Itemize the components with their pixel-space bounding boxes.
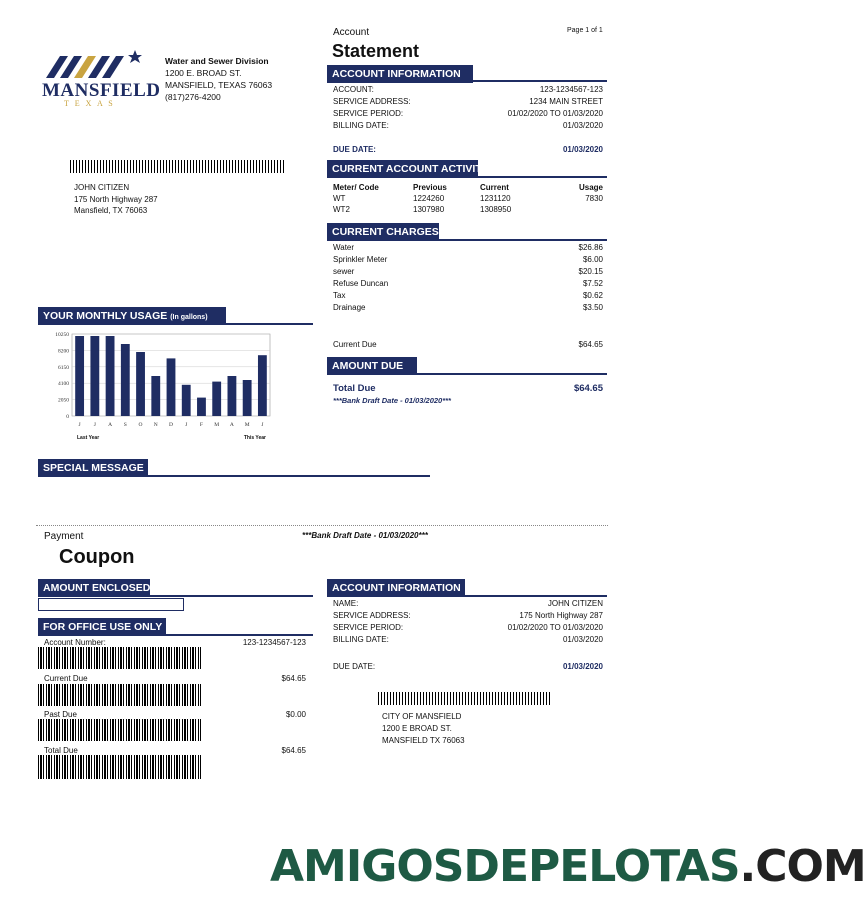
x-tick-label: M: [214, 422, 220, 428]
cell-usage: 7830: [585, 194, 603, 203]
statement-label: Account: [333, 27, 370, 38]
charge-label: Water: [333, 243, 355, 252]
x-tick-label: J: [261, 422, 264, 428]
charge-value: $20.15: [578, 267, 603, 276]
coupon-current-due-label: Current Due: [44, 674, 88, 683]
usage-bar: [228, 376, 237, 416]
usage-rule: [38, 323, 313, 325]
account-info-rows: [333, 84, 603, 132]
x-tick-label: J: [93, 422, 96, 428]
customer-addr1: 175 North Highway 287: [74, 194, 158, 204]
usage-bar: [182, 385, 191, 416]
amount-enclosed-header: AMOUNT ENCLOSED: [38, 579, 150, 597]
current-due-label: Current Due: [333, 340, 377, 349]
amount-due-header: AMOUNT DUE: [327, 357, 417, 375]
usage-bar: [167, 358, 176, 416]
usage-chart-svg: [42, 330, 277, 448]
row-label: SERVICE PERIOD:: [333, 623, 404, 632]
city-logo: [42, 48, 161, 108]
due-date-value: 01/03/2020: [562, 145, 603, 154]
charge-label: Sprinkler Meter: [333, 255, 388, 264]
y-tick-label: 4100: [58, 381, 69, 388]
last-year-label: Last Year: [77, 435, 100, 441]
charges-list: [333, 242, 603, 314]
coupon-title: Coupon: [59, 546, 135, 568]
usage-bar: [106, 336, 115, 416]
charge-item: [333, 254, 603, 266]
coupon-draft-note: ***Bank Draft Date - 01/03/2020***: [302, 531, 428, 540]
charge-label: Refuse Duncan: [333, 279, 389, 288]
coupon-past-due-value: $0.00: [285, 710, 306, 719]
coupon-account-rows: [333, 598, 603, 646]
account-row: [333, 634, 603, 646]
row-label: ACCOUNT:: [333, 85, 374, 94]
watermark: [270, 843, 866, 891]
total-due-row: [333, 383, 603, 394]
col-previous: Previous: [413, 183, 447, 192]
charge-item: [333, 266, 603, 278]
org-phone: (817)276-4200: [165, 92, 221, 102]
account-info-header: ACCOUNT INFORMATION: [327, 65, 473, 83]
activity-header: CURRENT ACCOUNT ACTIVITY: [327, 160, 478, 178]
account-number-value: 123-1234567-123: [242, 638, 306, 647]
charge-value: $7.52: [582, 279, 603, 288]
remit-addr1: 1200 E BROAD ST.: [382, 724, 452, 733]
row-value: 175 North Highway 287: [519, 611, 603, 620]
x-tick-label: D: [169, 422, 173, 428]
coupon-account-rule: [327, 595, 607, 597]
usage-bar: [75, 336, 84, 416]
charge-item: [333, 278, 603, 290]
row-value: 01/03/2020: [562, 635, 603, 644]
coupon-account-header: ACCOUNT INFORMATION: [327, 579, 465, 597]
usage-bar: [121, 344, 130, 416]
usage-header-title: YOUR MONTHLY USAGE: [43, 310, 168, 322]
x-tick-label: A: [108, 422, 113, 428]
remit-name: CITY OF MANSFIELD: [382, 712, 462, 721]
row-value: 1234 MAIN STREET: [529, 97, 603, 106]
row-label: SERVICE PERIOD:: [333, 109, 404, 118]
row-label: NAME:: [333, 599, 359, 608]
customer-name: JOHN CITIZEN: [74, 183, 130, 192]
row-value: 01/02/2020 TO 01/03/2020: [507, 623, 603, 632]
charges-header: CURRENT CHARGES: [327, 223, 439, 241]
usage-bar: [197, 398, 206, 416]
coupon-current-due-row: [44, 674, 306, 683]
row-label: BILLING DATE:: [333, 635, 389, 644]
usage-bar: [258, 355, 267, 416]
activity-table: [333, 182, 603, 215]
row-value: 123-1234567-123: [539, 85, 603, 94]
postal-barcode: [70, 160, 285, 173]
x-tick-label: F: [199, 422, 203, 428]
logo-name: MANSFIELD: [42, 80, 161, 101]
cell-previous: 1307980: [413, 205, 445, 214]
y-tick-label: 0: [66, 414, 69, 420]
cell-previous: 1224260: [413, 194, 445, 203]
account-row: [333, 622, 603, 634]
charge-label: Drainage: [333, 303, 366, 312]
row-label: SERVICE ADDRESS:: [333, 97, 411, 106]
org-addr2: MANSFIELD, TEXAS 76063: [165, 80, 273, 90]
coupon-past-due-row: [44, 710, 306, 719]
org-address-block: [165, 55, 272, 103]
total-due-barcode: [38, 755, 201, 779]
bank-draft-note: ***Bank Draft Date - 01/03/2020***: [333, 396, 451, 405]
y-tick-label: 10250: [55, 332, 69, 338]
watermark-suffix: .COM: [739, 841, 866, 892]
coupon-total-due-label: Total Due: [44, 746, 78, 755]
account-barcode: [38, 647, 201, 669]
charge-value: $6.00: [582, 255, 603, 264]
x-tick-label: A: [229, 422, 234, 428]
col-current: Current: [480, 183, 509, 192]
org-addr1: 1200 E. BROAD ST.: [165, 68, 242, 78]
charges-rule: [327, 239, 607, 241]
row-value: JOHN CITIZEN: [547, 599, 603, 608]
cell-current: 1231120: [480, 194, 511, 203]
this-year-label: This Year: [243, 435, 266, 441]
customer-address: [74, 182, 158, 217]
account-row: [333, 96, 603, 108]
amount-enclosed-rule: [38, 595, 313, 597]
x-tick-label: J: [185, 422, 188, 428]
account-row: [333, 108, 603, 120]
charge-item: [333, 242, 603, 254]
coupon-due-date-row: [333, 662, 603, 671]
usage-chart: [42, 330, 277, 448]
account-number-label: Account Number:: [44, 638, 106, 647]
account-row: [333, 610, 603, 622]
coupon-past-due-label: Past Due: [44, 710, 77, 719]
special-message-rule: [38, 475, 430, 477]
table-row: [333, 204, 603, 215]
due-date-label: DUE DATE:: [333, 145, 376, 154]
cell-current: 1308950: [480, 205, 512, 214]
x-tick-label: N: [153, 422, 158, 428]
col-meter: Meter/ Code: [333, 183, 379, 192]
current-due-barcode: [38, 684, 201, 706]
charge-item: [333, 290, 603, 302]
logo-mark-icon: [42, 48, 146, 82]
usage-bar: [243, 380, 252, 416]
page-number: Page 1 of 1: [567, 27, 603, 34]
account-info-rule: [327, 80, 607, 82]
y-tick-label: 6150: [58, 364, 69, 371]
remit-address: [382, 711, 465, 747]
coupon-total-due-row: [44, 746, 306, 755]
coupon-current-due-value: $64.65: [281, 674, 306, 683]
activity-header-row: [333, 182, 603, 193]
charge-label: Tax: [333, 291, 346, 300]
x-tick-label: M: [244, 422, 250, 428]
amount-enclosed-input[interactable]: [38, 598, 184, 611]
total-due-label: Total Due: [333, 383, 376, 394]
account-row: [333, 84, 603, 96]
remit-addr2: MANSFIELD TX 76063: [382, 736, 465, 745]
charge-value: $0.62: [582, 291, 603, 300]
usage-header-unit: (In gallons): [170, 314, 208, 321]
office-use-rule: [38, 634, 313, 636]
charge-value: $3.50: [582, 303, 603, 312]
account-row: [333, 120, 603, 132]
charge-item: [333, 302, 603, 314]
coupon-account-number-row: [44, 638, 306, 647]
row-label: BILLING DATE:: [333, 121, 389, 130]
special-message-header: SPECIAL MESSAGE: [38, 459, 148, 477]
coupon-total-due-value: $64.65: [281, 746, 306, 755]
usage-bar: [212, 382, 221, 416]
x-tick-label: S: [123, 422, 127, 428]
statement-title: Statement: [332, 41, 420, 61]
x-tick-label: J: [78, 422, 81, 428]
charge-value: $26.86: [578, 243, 603, 252]
coupon-due-date-label: DUE DATE:: [333, 662, 376, 671]
amount-due-rule: [327, 373, 607, 375]
row-value: 01/02/2020 TO 01/03/2020: [507, 109, 603, 118]
due-date-row: [333, 145, 603, 154]
customer-addr2: Mansfield, TX 76063: [74, 206, 148, 215]
charge-label: sewer: [333, 267, 355, 276]
division-name: Water and Sewer Division: [165, 56, 269, 66]
x-tick-label: O: [138, 422, 143, 428]
logo-sub: T E X A S: [64, 99, 115, 108]
cell-meter: WT2: [333, 205, 350, 214]
row-value: 01/03/2020: [562, 121, 603, 130]
row-label: SERVICE ADDRESS:: [333, 611, 411, 620]
remit-postal-barcode: [378, 692, 550, 705]
account-row: [333, 598, 603, 610]
usage-bar: [90, 336, 99, 416]
activity-rule: [327, 176, 607, 178]
y-tick-label: 2050: [58, 397, 69, 404]
current-due-value: $64.65: [578, 340, 603, 349]
usage-bar: [136, 352, 145, 416]
watermark-text: AMIGOSDEPELOTAS: [270, 841, 740, 892]
y-tick-label: 8200: [58, 348, 69, 355]
current-due-row: [333, 340, 603, 349]
coupon-label: Payment: [44, 531, 84, 542]
office-use-header: FOR OFFICE USE ONLY: [38, 618, 166, 636]
table-row: [333, 193, 603, 204]
coupon-due-date-value: 01/03/2020: [562, 662, 603, 671]
total-due-value: $64.65: [573, 383, 603, 394]
col-usage: Usage: [578, 183, 603, 192]
tear-line: [36, 525, 608, 526]
past-due-barcode: [38, 719, 201, 741]
cell-meter: WT: [333, 194, 346, 203]
usage-bar: [151, 376, 160, 416]
